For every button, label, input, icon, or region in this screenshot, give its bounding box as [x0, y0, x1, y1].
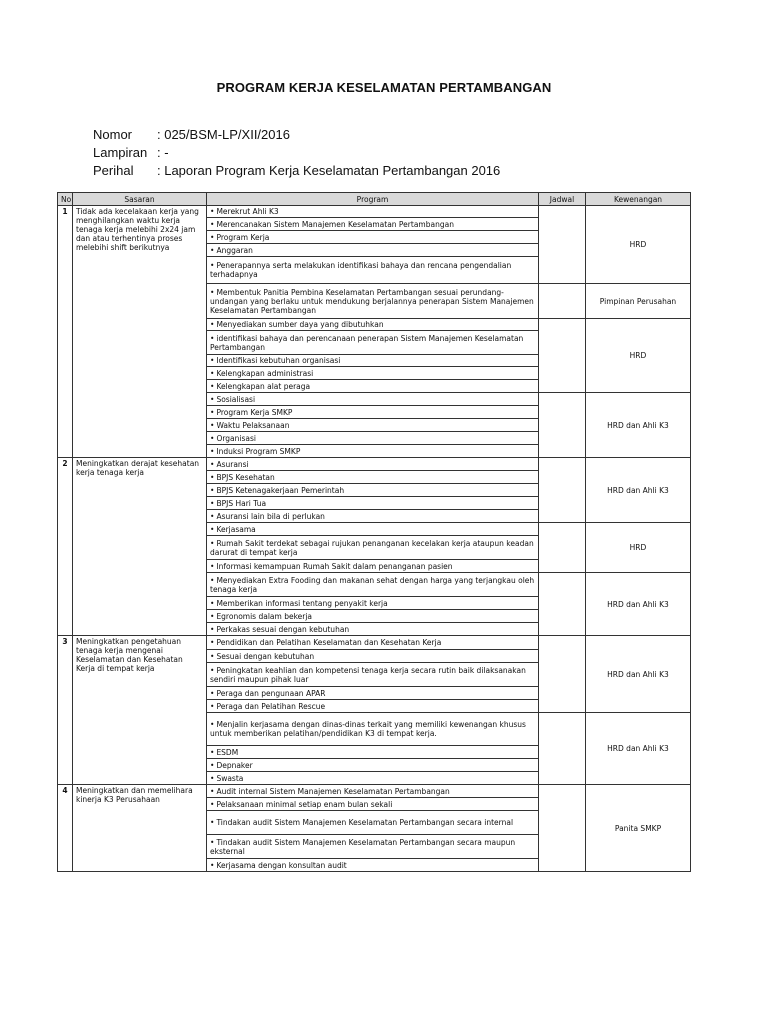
cell-program: [207, 471, 539, 484]
cell-program: [207, 257, 539, 284]
bullet-icon: •: [210, 524, 215, 534]
cell-program: [207, 218, 539, 231]
cell-program: [207, 859, 539, 872]
program-table: [57, 192, 691, 872]
cell-no: 2: [58, 458, 73, 636]
program-item-text: Organisasi: [216, 433, 256, 443]
cell-program: [207, 759, 539, 772]
program-item-text: Program Kerja: [216, 232, 270, 242]
bullet-icon: •: [210, 356, 215, 365]
bullet-icon: •: [210, 287, 215, 297]
cell-jadwal: [539, 636, 586, 713]
bullet-icon: •: [210, 407, 215, 417]
bullet-icon: •: [210, 638, 215, 647]
bullet-icon: •: [210, 420, 215, 430]
cell-program: [207, 484, 539, 497]
program-item-text: Asuransi: [216, 459, 249, 469]
program-item-text: Menyediakan sumber daya yang dibutuhkan: [216, 320, 384, 329]
cell-program: [207, 331, 539, 355]
program-item-text: Asuransi lain bila di perlukan: [216, 511, 325, 521]
cell-program: [207, 367, 539, 380]
cell-program: [207, 650, 539, 663]
bullet-icon: •: [210, 485, 215, 495]
program-item-text: BPJS Ketenagakerjaan Pemerintah: [216, 485, 345, 495]
bullet-icon: •: [210, 459, 215, 469]
cell-program: [207, 610, 539, 623]
bullet-icon: •: [210, 860, 215, 870]
program-item-text: ESDM: [216, 747, 239, 757]
cell-no: 1: [58, 206, 73, 458]
meta-value: : 025/BSM-LP/XII/2016: [157, 127, 290, 142]
bullet-icon: •: [210, 720, 215, 729]
meta-label: Lampiran: [93, 145, 148, 160]
cell-jadwal: [539, 319, 586, 393]
bullet-icon: •: [210, 799, 215, 809]
program-item-text: Sesuai dengan kebutuhan: [216, 651, 315, 661]
program-item-text: Peraga dan pengunaan APAR: [216, 688, 326, 698]
cell-program: [207, 380, 539, 393]
program-item-text: Peraga dan Pelatihan Rescue: [216, 701, 326, 711]
cell-program: [207, 445, 539, 458]
cell-program: [207, 206, 539, 218]
cell-kewenangan: Panita SMKP: [586, 785, 691, 872]
bullet-icon: •: [210, 232, 215, 242]
program-item-text: Menyediakan Extra Fooding dan makanan sehat dengan harga yang terjangkau oleh tenaga kerja: [210, 575, 535, 594]
cell-program: [207, 244, 539, 257]
bullet-icon: •: [210, 561, 215, 571]
table-row: [58, 636, 691, 650]
bullet-icon: •: [210, 837, 215, 847]
program-item-text: Penerapannya serta melakukan identifikasi bahaya dan rencana pengendalian terhadapnya: [210, 261, 512, 279]
table-row: [58, 458, 691, 471]
meta-nomor: [93, 126, 500, 144]
bullet-icon: •: [210, 688, 215, 698]
program-item-text: Kerjasama dengan konsultan audit: [216, 860, 347, 870]
cell-kewenangan: HRD: [586, 319, 691, 393]
bullet-icon: •: [210, 575, 215, 585]
meta-label: Perihal: [93, 163, 134, 178]
cell-program: [207, 536, 539, 560]
bullet-icon: •: [210, 472, 215, 482]
cell-program: [207, 798, 539, 811]
program-item-text: Tindakan audit Sistem Manajemen Keselamatan Pertambangan secara maupun eksternal: [210, 837, 516, 856]
program-item-text: Identifikasi kebutuhan organisasi: [216, 356, 341, 365]
cell-kewenangan: Pimpinan Perusahan: [586, 284, 691, 319]
page-title: PROGRAM KERJA KESELAMATAN PERTAMBANGAN: [216, 80, 552, 95]
bullet-icon: •: [210, 511, 215, 521]
bullet-icon: •: [210, 624, 215, 634]
program-item-text: Peningkatan keahlian dan kompetensi tenaga kerja secara rutin baik dilaksanakan sendiri maupun pihak luar: [210, 665, 526, 684]
program-item-text: Depnaker: [216, 760, 253, 770]
meta-value: : -: [157, 145, 169, 160]
cell-program: [207, 284, 539, 319]
cell-no: 4: [58, 785, 73, 872]
program-item-text: Rumah Sakit terdekat sebagai rujukan penanganan kecelakan kerja ataupun keadan darurat di tempat kerja: [210, 538, 534, 557]
program-item-text: Egronomis dalam bekerja: [216, 611, 313, 621]
cell-program: [207, 700, 539, 713]
program-table-body: [58, 206, 691, 872]
meta-value: : Laporan Program Kerja Keselamatan Pertambangan 2016: [157, 163, 501, 178]
program-item-text: Waktu Pelaksanaan: [216, 420, 290, 430]
cell-program: [207, 319, 539, 331]
cell-program: [207, 636, 539, 650]
program-item-text: Anggaran: [216, 245, 253, 255]
cell-program: [207, 713, 539, 746]
cell-program: [207, 406, 539, 419]
cell-jadwal: [539, 785, 586, 872]
letter-meta: [93, 126, 500, 180]
program-item-text: Informasi kemampuan Rumah Sakit dalam penanganan pasien: [216, 561, 453, 571]
header-kewenangan: Kewenangan: [586, 193, 691, 206]
cell-program: [207, 510, 539, 523]
cell-program: [207, 523, 539, 536]
cell-program: [207, 355, 539, 367]
program-item-text: Sosialisasi: [216, 394, 256, 404]
bullet-icon: •: [210, 245, 215, 255]
cell-jadwal: [539, 393, 586, 458]
cell-program: [207, 623, 539, 636]
program-item-text: BPJS Hari Tua: [216, 498, 267, 508]
bullet-icon: •: [210, 381, 215, 391]
program-item-text: Pelaksanaan minimal setiap enam bulan sekali: [216, 799, 393, 809]
bullet-icon: •: [210, 446, 215, 456]
header-program: Program: [207, 193, 539, 206]
bullet-icon: •: [210, 219, 215, 229]
program-item-text: Swasta: [216, 773, 244, 783]
cell-program: [207, 835, 539, 859]
bullet-icon: •: [210, 701, 215, 711]
cell-program: [207, 573, 539, 597]
cell-jadwal: [539, 458, 586, 523]
bullet-icon: •: [210, 207, 215, 216]
cell-program: [207, 432, 539, 445]
header-sasaran: Sasaran: [73, 193, 207, 206]
bullet-icon: •: [210, 333, 215, 343]
program-item-text: BPJS Kesehatan: [216, 472, 275, 482]
bullet-icon: •: [210, 773, 215, 783]
cell-jadwal: [539, 523, 586, 573]
cell-program: [207, 746, 539, 759]
cell-program: [207, 687, 539, 700]
bullet-icon: •: [210, 498, 215, 508]
cell-jadwal: [539, 284, 586, 319]
cell-program: [207, 231, 539, 244]
cell-sasaran: Meningkatkan derajat kesehatan kerja tenaga kerja: [73, 458, 207, 636]
cell-kewenangan: HRD dan Ahli K3: [586, 636, 691, 713]
cell-program: [207, 419, 539, 432]
program-item-text: Membentuk Panitia Pembina Keselamatan Pertambangan sesuai perundang-undangan yang berlaku untuk mendukung berjalannya penerapan Sistem Manajemen Keselamatan Pertambangan: [210, 287, 534, 315]
cell-jadwal: [539, 713, 586, 785]
bullet-icon: •: [210, 611, 215, 621]
program-item-text: identifikasi bahaya dan perencanaan penerapan Sistem Manajemen Keselamatan Pertambangan: [210, 333, 524, 352]
cell-kewenangan: HRD dan Ahli K3: [586, 458, 691, 523]
cell-kewenangan: HRD dan Ahli K3: [586, 393, 691, 458]
program-item-text: Kerjasama: [216, 524, 256, 534]
program-item-text: Merekrut Ahli K3: [216, 207, 279, 216]
cell-jadwal: [539, 206, 586, 284]
table-row: [58, 206, 691, 218]
cell-sasaran: Tidak ada kecelakaan kerja yang menghilangkan waktu kerja tenaga kerja melebihi 2x24 jam dan atau terhentinya proses melebihi shift berikutnya: [73, 206, 207, 458]
program-item-text: Kelengkapan administrasi: [216, 368, 314, 378]
cell-sasaran: Meningkatkan pengetahuan tenaga kerja mengenai Keselamatan dan Kesehatan Kerja di tempat kerja: [73, 636, 207, 785]
program-item-text: Tindakan audit Sistem Manajemen Keselamatan Pertambangan secara internal: [216, 818, 514, 827]
table-header-row: [58, 193, 691, 206]
bullet-icon: •: [210, 261, 215, 270]
meta-perihal: [93, 162, 500, 180]
cell-program: [207, 785, 539, 798]
meta-label: Nomor: [93, 127, 133, 142]
cell-no: 3: [58, 636, 73, 785]
program-item-text: Program Kerja SMKP: [216, 407, 293, 417]
bullet-icon: •: [210, 786, 215, 796]
program-item-text: Menjalin kerjasama dengan dinas-dinas terkait yang memiliki kewenangan khusus untuk memberikan pelatihan/pendidikan K3 di tempat kerja.: [210, 720, 526, 738]
cell-program: [207, 393, 539, 406]
program-item-text: Perkakas sesuai dengan kebutuhan: [216, 624, 350, 634]
bullet-icon: •: [210, 747, 215, 757]
cell-program: [207, 597, 539, 610]
cell-jadwal: [539, 573, 586, 636]
bullet-icon: •: [210, 433, 215, 443]
cell-program: [207, 772, 539, 785]
program-item-text: Memberikan informasi tentang penyakit kerja: [216, 598, 388, 608]
bullet-icon: •: [210, 665, 215, 675]
bullet-icon: •: [210, 818, 215, 827]
bullet-icon: •: [210, 598, 215, 608]
cell-program: [207, 811, 539, 835]
program-item-text: Audit internal Sistem Manajemen Keselamatan Pertambangan: [216, 786, 450, 796]
cell-kewenangan: HRD dan Ahli K3: [586, 573, 691, 636]
program-item-text: Merencanakan Sistem Manajemen Keselamatan Pertambangan: [216, 219, 454, 229]
cell-program: [207, 497, 539, 510]
cell-kewenangan: HRD: [586, 523, 691, 573]
cell-kewenangan: HRD: [586, 206, 691, 284]
program-item-text: Induksi Program SMKP: [216, 446, 301, 456]
bullet-icon: •: [210, 651, 215, 661]
cell-sasaran: Meningkatkan dan memelihara kinerja K3 Perusahaan: [73, 785, 207, 872]
header-no: No: [58, 193, 73, 206]
header-jadwal: Jadwal: [539, 193, 586, 206]
bullet-icon: •: [210, 320, 215, 329]
cell-program: [207, 560, 539, 573]
program-item-text: Pendidikan dan Pelatihan Keselamatan dan Kesehatan Kerja: [216, 638, 442, 647]
cell-program: [207, 458, 539, 471]
bullet-icon: •: [210, 368, 215, 378]
program-item-text: Kelengkapan alat peraga: [216, 381, 311, 391]
bullet-icon: •: [210, 760, 215, 770]
bullet-icon: •: [210, 394, 215, 404]
meta-lampiran: [93, 144, 500, 162]
bullet-icon: •: [210, 538, 215, 548]
cell-kewenangan: HRD dan Ahli K3: [586, 713, 691, 785]
table-row: [58, 785, 691, 798]
cell-program: [207, 663, 539, 687]
